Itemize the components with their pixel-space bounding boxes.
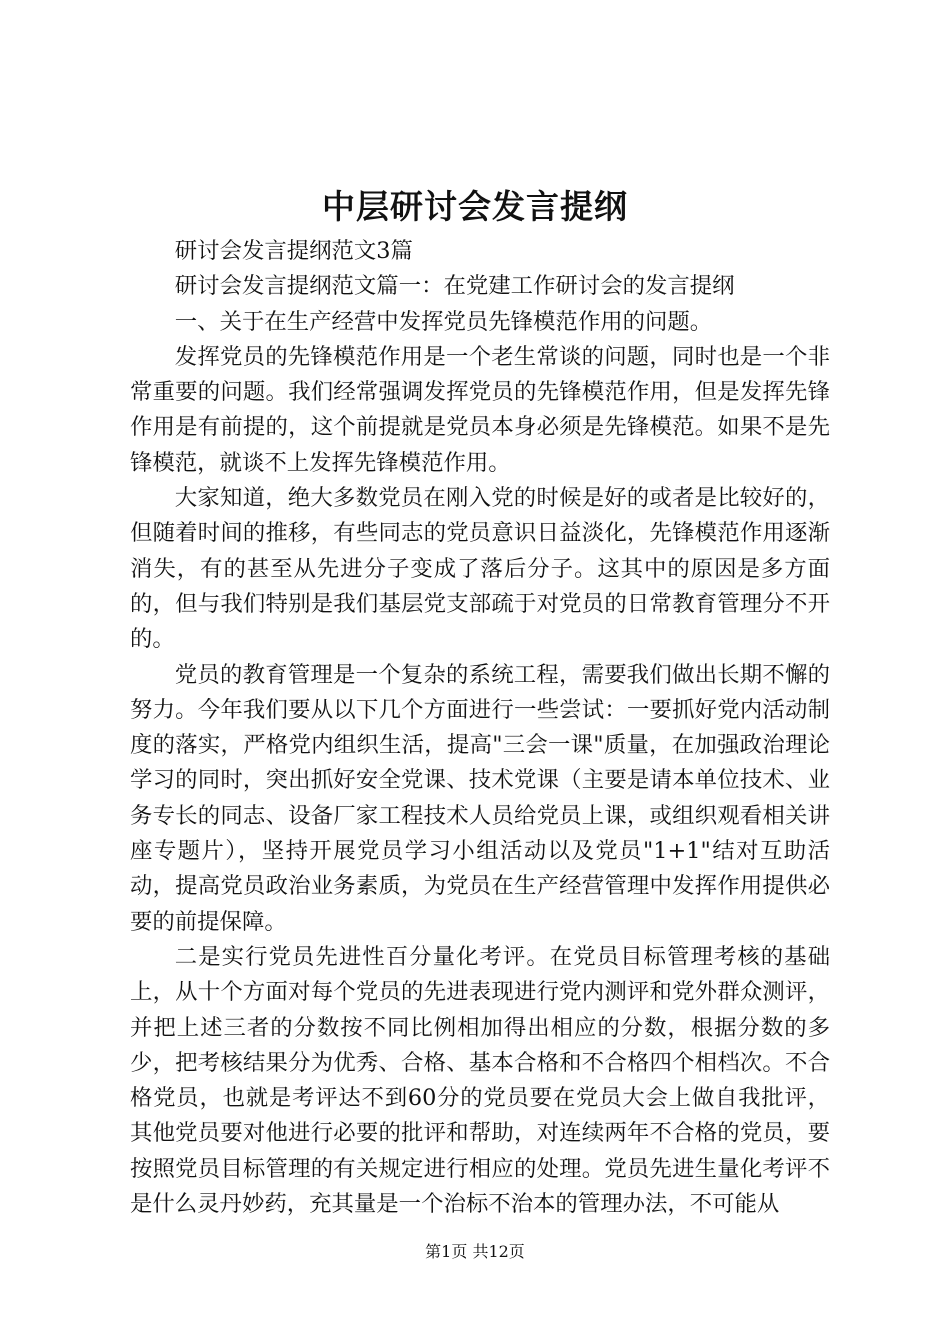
paragraph-body: 发挥党员的先锋模范作用是一个老生常谈的问题，同时也是一个非常重要的问题。我们经常强调发挥党员的先锋模范作用，但是发挥先锋作用是有前提的，这个前提就是党员本身必须是先锋模范。如果不是先锋模范，就谈不上发挥先锋模范作用。 [130,343,830,476]
document-title: 中层研讨会发言提纲 [322,187,628,226]
paragraph-body: 大家知道，绝大多数党员在刚入党的时候是好的或者是比较好的，但随着时间的推移，有些同志的党员意识日益淡化，先锋模范作用逐渐消失，有的甚至从先进分子变成了落后分子。这其中的原因是多方面的，但与我们特别是我们基层党支部疏于对党员的日常教育管理分不开的。 [130,485,830,653]
document-body [130,234,830,1222]
paragraph-intro: 研讨会发言提纲范文3篇 [174,238,413,264]
paragraph-body: 党员的教育管理是一个复杂的系统工程，需要我们做出长期不懈的努力。今年我们要从以下几个方面进行一些尝试：一要抓好党内活动制度的落实，严格党内组织生活，提高"三会一课"质量，在加强政治理论学习的同时，突出抓好安全党课、技术党课（主要是请本单位技术、业务专长的同志、设备厂家工程技术人员给党员上课，或组织观看相关讲座专题片），坚持开展党员学习小组活动以及党员"1+1"结对互助活动，提高党员政治业务素质，为党员在生产经营管理中发挥作用提供必要的前提保障。 [130,661,830,935]
page-number-footer: 第1页 共12页 [425,1242,525,1261]
paragraph-section-heading: 一、关于在生产经营中发挥党员先锋模范作用的问题。 [174,308,713,335]
paragraph-body: 二是实行党员先进性百分量化考评。在党员目标管理考核的基础上，从十个方面对每个党员的先进表现进行党内测评和党外群众测评，并把上述三者的分数按不同比例相加得出相应的分数，根据分数的多少，把考核结果分为优秀、合格、基本合格和不合格四个相档次。不合格党员，也就是考评达不到60分的党员要在党员大会上做自我批评，其他党员要对他进行必要的批评和帮助，对连续两年不合格的党员，要按照党员目标管理的有关规定进行相应的处理。党员先进生量化考评不是什么灵丹妙药，充其量是一个治标不治本的管理办法，不可能从 [130,943,830,1218]
paragraph-subtitle: 研讨会发言提纲范文篇一：在党建工作研讨会的发言提纲 [174,273,735,300]
